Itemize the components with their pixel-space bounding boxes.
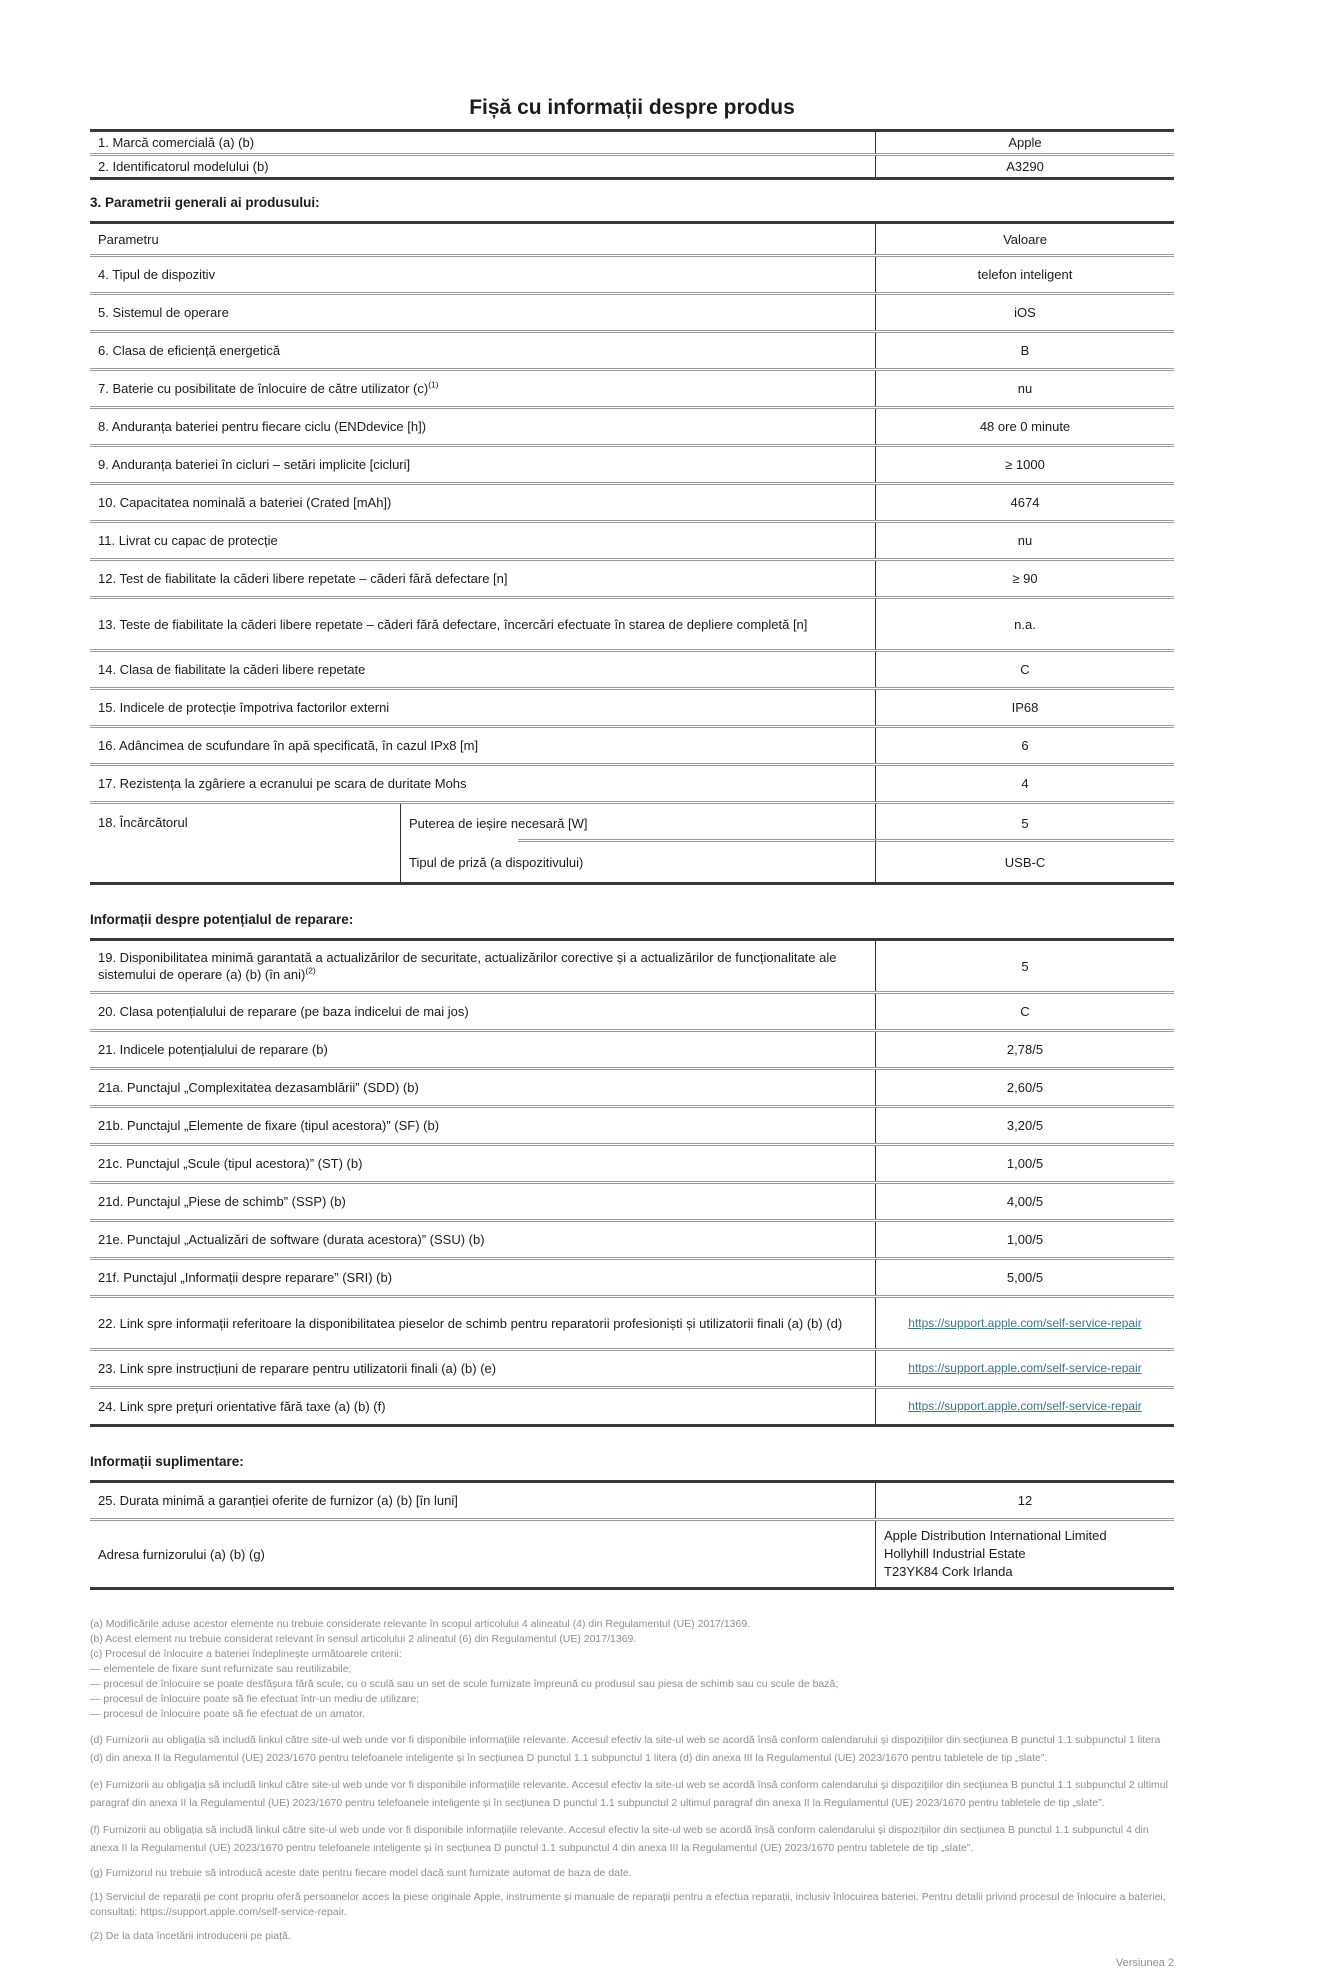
footnote-ref: (2): [305, 965, 316, 976]
address-line: T23YK84 Cork Irlanda: [884, 1564, 1013, 1579]
param-value: USB-C: [875, 843, 1174, 882]
repair-table: [90, 938, 1174, 1427]
param-label: [90, 941, 875, 991]
table-row: [90, 1181, 1174, 1219]
param-label: 21d. Punctajul „Piese de schimb” (SSP) (b): [98, 1194, 346, 1209]
param-label: 8. Anduranța bateriei pentru fiecare ciclu (ENDdevice [h]): [98, 419, 427, 434]
supplier-address: [875, 1521, 1174, 1587]
table-row: [90, 482, 1174, 520]
product-fiche-page: [90, 0, 1174, 1969]
footnote-1: (1) Serviciul de reparații pe cont propriu oferă persoanelor acces la piese originale Apple, instrumente și manuale de reparații pentru a efectua reparații, inclusiv înlocuirea bateriei. Pentru detalii privind procesul de înlocuire a bateriei, consultați: https://support.apple.com/self-service-repair.: [90, 1891, 1166, 1918]
table-row: [90, 406, 1174, 444]
footnote-c-item: — procesul de înlocuire poate să fie efectuat de un amator.: [90, 1708, 365, 1720]
table-row: [90, 132, 1174, 153]
param-value: 4,00/5: [875, 1184, 1174, 1219]
section-heading-general: 3. Parametrii generali ai produsului:: [90, 195, 320, 210]
footnote-f: (f) Furnizorii au obligația să includă linkul către site-ul web unde vor fi disponibile informațiile relevante. Accesul efectiv la site-ul web se acordă însă conform calendarului și dispozițiilor din secțiunea B punctul 1.1 subpunctul 4 din anexa II la Regulamentul (UE) 2023/1670 pentru telefoanele inteligente și în secțiunea D punctul 1.1 subpunctul 4 din anexa III la Regulamentul (UE) 2023/1670 pentru tabletele de tip „slate”.: [90, 1824, 1149, 1854]
param-value: 3,20/5: [875, 1108, 1174, 1143]
table-row: [90, 1067, 1174, 1105]
table-row: [90, 254, 1174, 292]
param-value: nu: [875, 523, 1174, 558]
product-info-table: [90, 129, 1174, 180]
footnotes-section: [90, 1617, 1174, 1969]
param-label: 21b. Punctajul „Elemente de fixare (tipul acestora)” (SF) (b): [98, 1118, 440, 1133]
footnote-e: (e) Furnizorii au obligația să includă linkul către site-ul web unde vor fi disponibile informațiile relevante. Accesul efectiv la site-ul web se acordă însă conform calendarului și dispozițiilor din secțiunea B punctul 1.1 subpunctul 2 ultimul paragraf din anexa II la Regulamentul (UE) 2023/1670 pentru telefoanele inteligente și în secțiunea D punctul 1.1 subpunctul 2 ultimul paragraf din anexa II la Regulamentul (UE) 2023/1670 pentru tabletele de tip „slate”.: [90, 1779, 1168, 1809]
table-row: [90, 444, 1174, 482]
table-row: [90, 368, 1174, 406]
param-value: 6: [875, 728, 1174, 763]
table-row: [90, 596, 1174, 649]
param-label: 21c. Punctajul „Scule (tipul acestora)” (ST) (b): [98, 1156, 363, 1171]
param-value: 4674: [875, 485, 1174, 520]
param-value: IP68: [875, 690, 1174, 725]
param-label: 16. Adâncimea de scufundare în apă specificată, în cazul IPx8 [m]: [98, 738, 479, 753]
param-label: 6. Clasa de eficiență energetică: [98, 343, 281, 358]
footnote-c-item: — elementele de fixare sunt refurnizate sau reutilizabile;: [90, 1663, 352, 1675]
table-row: [90, 725, 1174, 763]
param-label: 24. Link spre prețuri orientative fără taxe (a) (b) (f): [98, 1399, 386, 1414]
param-label: 9. Anduranța bateriei în cicluri – setări implicite [cicluri]: [98, 457, 411, 472]
section-heading-additional: Informații suplimentare:: [90, 1454, 244, 1469]
param-value: B: [875, 333, 1174, 368]
footnote-g: (g) Furnizorul nu trebuie să introducă aceste date pentru fiecare model dacă sunt furnizate automat de baza de date.: [90, 1867, 632, 1879]
param-value: [875, 1351, 1174, 1386]
footnote-ref: (1): [428, 379, 439, 390]
param-value: 1,00/5: [875, 1146, 1174, 1181]
param-value: 5: [875, 804, 1174, 843]
param-label: 10. Capacitatea nominală a bateriei (Crated [mAh]): [98, 495, 392, 510]
param-value: 2,78/5: [875, 1032, 1174, 1067]
param-label: 14. Clasa de fiabilitate la căderi libere repetate: [98, 662, 366, 677]
param-value: nu: [875, 371, 1174, 406]
table-row: [90, 763, 1174, 801]
footnote-b: (b) Acest element nu trebuie considerat relevant în sensul articolului 2 alineatul (6) din Regulamentul (UE) 2017/1369.: [90, 1633, 637, 1645]
footnote-d: (d) Furnizorii au obligația să includă linkul către site-ul web unde vor fi disponibile informațiile relevante. Accesul efectiv la site-ul web se acordă însă conform calendarului și dispozițiilor din secțiunea B punctul 1.1 subpunctul 1 litera (d) din anexa II la Regulamentul (UE) 2023/1670 pentru telefoanele inteligente și în secțiunea D punctul 1.1 subpunctul 1 litera (d) din anexa III la Regulamentul (UE) 2023/1670 pentru tabletele de tip „slate”.: [90, 1734, 1161, 1764]
supplier-address-row: [90, 1518, 1174, 1587]
param-label: 4. Tipul de dispozitiv: [98, 267, 216, 282]
address-line: Apple Distribution International Limited: [884, 1528, 1107, 1543]
table-row: [90, 1029, 1174, 1067]
param-value: 5: [875, 941, 1174, 991]
param-label: 23. Link spre instrucțiuni de reparare pentru utilizatorii finali (a) (b) (e): [98, 1361, 497, 1376]
indicative-prices-link[interactable]: https://support.apple.com/self-service-repair: [908, 1399, 1142, 1413]
page-title: Fișă cu informații despre produs: [469, 96, 795, 119]
param-label: 5. Sistemul de operare: [98, 305, 229, 320]
address-line: Hollyhill Industrial Estate: [884, 1546, 1026, 1561]
divider: [518, 839, 1174, 842]
charger-row: [90, 801, 1174, 882]
param-label-text: 7. Baterie cu posibilitate de înlocuire de către utilizator (c): [98, 381, 429, 396]
param-value: Apple: [875, 132, 1174, 153]
table-row: [90, 649, 1174, 687]
repair-instructions-link[interactable]: https://support.apple.com/self-service-repair: [908, 1361, 1142, 1375]
footnote-c: (c) Procesul de înlocuire a bateriei îndeplinește următoarele criterii:: [90, 1648, 402, 1660]
spare-parts-availability-link[interactable]: https://support.apple.com/self-service-repair: [908, 1315, 1142, 1330]
table-row: [90, 991, 1174, 1029]
param-value: ≥ 90: [875, 561, 1174, 596]
param-value: [875, 1389, 1174, 1424]
additional-info-table: [90, 1480, 1174, 1590]
param-label: 2. Identificatorul modelului (b): [98, 159, 269, 174]
table-row: [90, 153, 1174, 177]
footnote-2: (2) De la data încetării introducerii pe piață.: [90, 1930, 291, 1942]
table-row: [90, 1295, 1174, 1348]
table-header-row: [90, 224, 1174, 254]
param-label: 17. Rezistența la zgâriere a ecranului pe scara de duritate Mohs: [98, 776, 467, 791]
param-value: C: [875, 652, 1174, 687]
table-row: [90, 292, 1174, 330]
section-heading-repair: Informații despre potențialul de reparare:: [90, 912, 354, 927]
param-label: [90, 371, 875, 406]
param-label: 12. Test de fiabilitate la căderi libere repetate – căderi fără defectare [n]: [98, 571, 508, 586]
param-value: C: [875, 994, 1174, 1029]
footnote-c-item: — procesul de înlocuire poate să fie efectuat într-un mediu de utilizare;: [90, 1693, 420, 1705]
param-label: 11. Livrat cu capac de protecție: [98, 533, 278, 548]
table-row: [90, 1257, 1174, 1295]
param-value: 4: [875, 766, 1174, 801]
table-row: [90, 1105, 1174, 1143]
param-label: 21a. Punctajul „Complexitatea dezasamblării” (SDD) (b): [98, 1080, 419, 1095]
footnote-c-item: — procesul de înlocuire se poate desfășura fără scule, cu o sculă sau un set de scule furnizate împreună cu produsul sau piesa de schimb sau cu scule de bază;: [90, 1678, 839, 1690]
param-value: 5,00/5: [875, 1260, 1174, 1295]
table-row: [90, 558, 1174, 596]
param-label: 18. Încărcătorul: [90, 804, 401, 882]
table-row: [90, 1386, 1174, 1424]
table-row: [90, 687, 1174, 725]
param-label: 22. Link spre informații referitoare la disponibilitatea pieselor de schimb pentru reparatorii profesioniști și utilizatorii finali (a) (b) (d): [98, 1315, 843, 1331]
general-params-table: [90, 221, 1174, 885]
param-value: 48 ore 0 minute: [875, 409, 1174, 444]
param-value: 2,60/5: [875, 1070, 1174, 1105]
version-label: Versiunea 2: [1115, 1957, 1174, 1969]
param-value: 1,00/5: [875, 1222, 1174, 1257]
table-row: [90, 941, 1174, 991]
param-value: n.a.: [875, 599, 1174, 649]
param-value: telefon inteligent: [875, 257, 1174, 292]
param-value: ≥ 1000: [875, 447, 1174, 482]
param-label-text: 19. Disponibilitatea minimă garantată a actualizărilor de securitate, actualizărilor corective și a actualizărilor de funcționalitate ale sistemului de operare (a) (b) (în ani): [98, 950, 837, 982]
charger-sub-label: Tipul de priză (a dispozitivului): [409, 855, 584, 870]
param-label: 13. Teste de fiabilitate la căderi libere repetate – căderi fără defectare, încercări efectuate în starea de depliere completă [n]: [98, 616, 808, 632]
param-label: 15. Indicele de protecție împotriva factorilor externi: [98, 700, 390, 715]
param-label: 1. Marcă comercială (a) (b): [98, 135, 255, 150]
param-value: A3290: [875, 156, 1174, 177]
column-header-param: Parametru: [98, 231, 159, 247]
param-value: [875, 1298, 1174, 1348]
charger-sub-label: Puterea de ieșire necesară [W]: [409, 816, 588, 831]
table-row: [90, 1483, 1174, 1518]
param-label: 21f. Punctajul „Informații despre reparare” (SRI) (b): [98, 1270, 393, 1285]
table-row: [90, 1143, 1174, 1181]
param-label: Adresa furnizorului (a) (b) (g): [98, 1546, 265, 1562]
param-label: 21e. Punctajul „Actualizări de software (durata acestora)” (SSU) (b): [98, 1232, 485, 1247]
param-label: 21. Indicele potențialului de reparare (b): [98, 1042, 328, 1057]
table-row: [90, 330, 1174, 368]
footnote-a: (a) Modificările aduse acestor elemente nu trebuie considerate relevante în scopul articolului 4 alineatul (4) din Regulamentul (UE) 2017/1369.: [90, 1618, 751, 1630]
param-label: 20. Clasa potențialului de reparare (pe baza indicelui de mai jos): [98, 1004, 469, 1019]
param-value: iOS: [875, 295, 1174, 330]
param-value: 12: [875, 1483, 1174, 1518]
table-row: [90, 520, 1174, 558]
column-header-value: Valoare: [875, 224, 1174, 254]
table-row: [90, 1219, 1174, 1257]
param-label: 25. Durata minimă a garanției oferite de furnizor (a) (b) [în luni]: [98, 1493, 458, 1508]
table-row: [90, 1348, 1174, 1386]
